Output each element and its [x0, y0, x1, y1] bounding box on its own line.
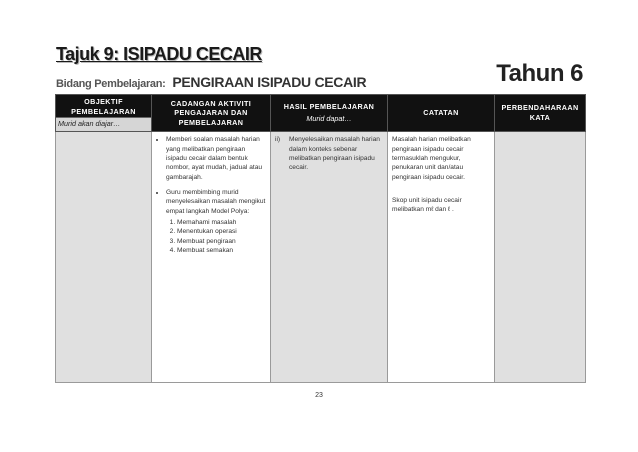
- cadangan-bullet-2-text: Guru membimbing murid menyelesaikan masalah mengikut empat langkah Model Polya:: [166, 188, 266, 215]
- syllabus-table: [55, 94, 586, 383]
- polya-step: 2. Menentukan operasi: [177, 227, 266, 236]
- learning-area-label: Bidang Pembelajaran:: [56, 78, 166, 90]
- header-hasil: [271, 95, 388, 132]
- header-cadangan: [152, 95, 271, 132]
- page-number: 23: [315, 392, 323, 399]
- cadangan-bullet-2: [166, 188, 266, 256]
- header-perbendaharaan: [495, 95, 586, 132]
- polya-step: 4. Membuat semakan: [177, 246, 266, 255]
- cell-objektif: [56, 132, 152, 383]
- learning-area: [56, 74, 366, 90]
- cell-perbendaharaan: [495, 132, 586, 383]
- header-objektif-line1: OBJEKTIF: [84, 97, 123, 106]
- header-perbendaharaan-line2: KATA: [529, 113, 551, 123]
- header-cadangan-line3: PEMBELAJARAN: [178, 117, 244, 127]
- hasil-text: Menyelesaikan masalah harian dalam konteks sebenar melibatkan pengiraan isipadu cecair.: [289, 136, 380, 172]
- polya-steps: [166, 218, 266, 255]
- page-title: Tajuk 9: ISIPADU CECAIR: [56, 44, 262, 64]
- polya-step: 1. Memahami masalah: [177, 218, 266, 227]
- catatan-paragraph-2: Skop unit isipadu cecair melibatkan mℓ dan ℓ .: [392, 196, 462, 214]
- hasil-number: ii): [275, 136, 281, 144]
- cell-cadangan: [152, 132, 271, 383]
- catatan-paragraph-1: Masalah harian melibatkan pengiraan isipadu cecair termasuklah mengukur, penukaran unit dan/atau pengiraan isipadu cecair.: [392, 136, 471, 181]
- header-objektif-sub: Murid akan diajar…: [56, 117, 151, 131]
- cell-hasil: [271, 132, 388, 383]
- header-cadangan-line2: PENGAJARAN DAN: [174, 108, 248, 118]
- header-objektif-line2: PEMBELAJARAN: [71, 106, 136, 116]
- header-perbendaharaan-line1: PERBENDAHARAAN: [501, 103, 579, 113]
- cadangan-bullet-1: • Memberi soalan masalah harian yang melibatkan pengiraan isipadu cecair dalam bentuk nombor, ayat mudah, jadual atau gambarajah.: [166, 135, 266, 182]
- header-objektif: [56, 95, 152, 132]
- learning-area-value: PENGIRAAN ISIPADU CECAIR: [172, 74, 367, 90]
- cell-catatan: [388, 132, 495, 383]
- polya-step: 3. Membuat pengiraan: [177, 237, 266, 246]
- year-label: Tahun 6: [496, 60, 583, 87]
- header-cadangan-line1: CADANGAN AKTIVITI: [170, 98, 252, 108]
- header-hasil-sub: Murid dapat…: [271, 113, 387, 126]
- header-hasil-line1: HASIL PEMBELAJARAN: [283, 102, 375, 112]
- header-catatan: CATATAN: [388, 95, 495, 132]
